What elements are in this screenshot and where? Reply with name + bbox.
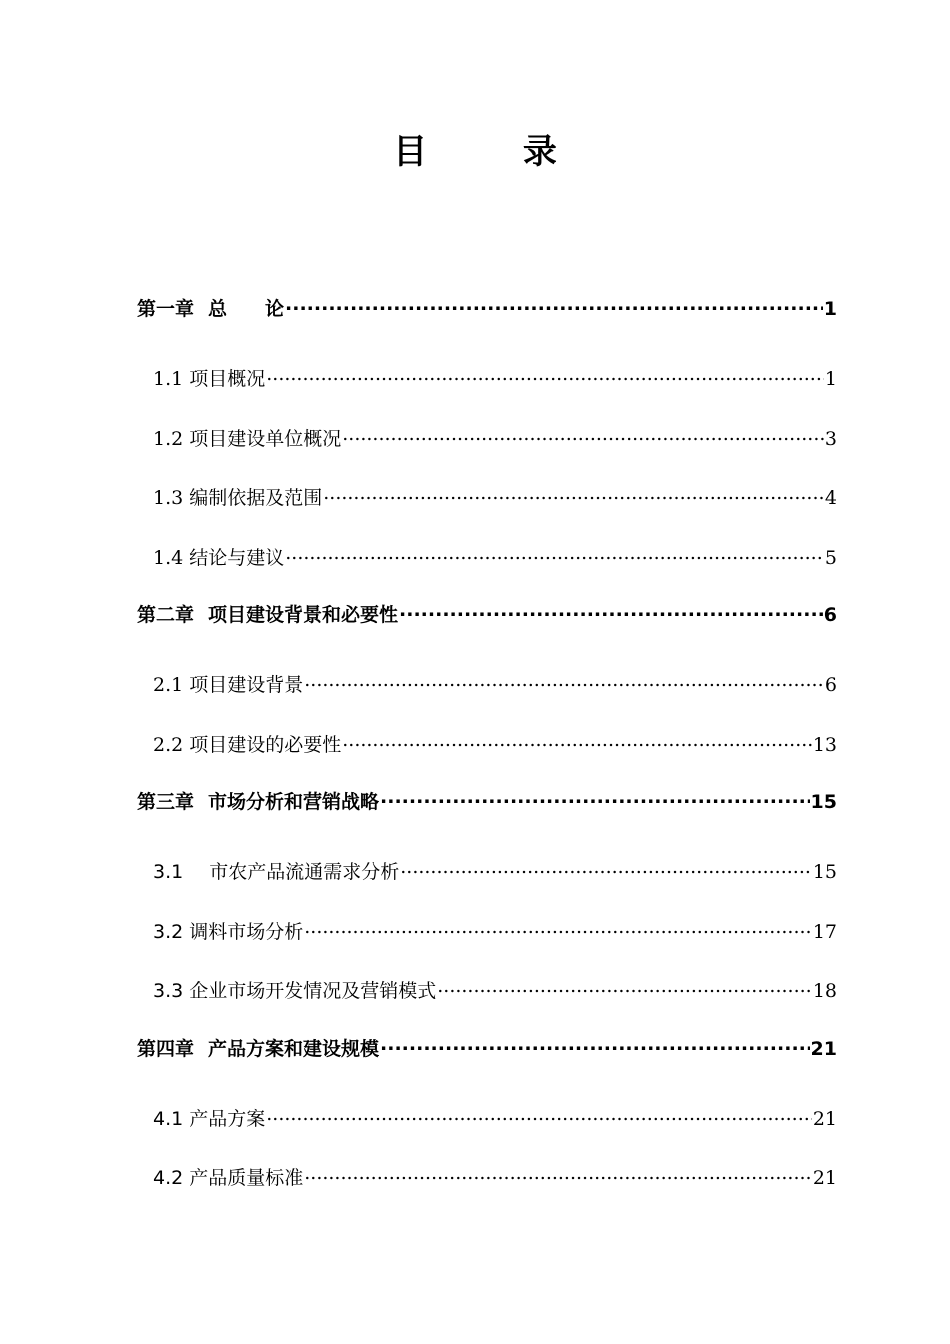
toc-dot-leader: [342, 426, 824, 445]
toc-section-1-4[interactable]: [137, 527, 837, 587]
toc-section-3-1[interactable]: [137, 841, 837, 901]
toc-entry-number: 2.2: [153, 733, 184, 756]
toc-dot-leader: [380, 789, 810, 808]
toc-page-number: 5: [824, 546, 837, 569]
toc-section-1-1[interactable]: [137, 348, 837, 408]
toc-page-number: 15: [810, 791, 837, 813]
toc-page-number: 21: [812, 1167, 837, 1189]
toc-entry-number: 3.3: [153, 980, 184, 1002]
toc-dot-leader: [304, 919, 812, 938]
toc-entry-number: 1.4: [153, 546, 184, 569]
toc-page-number: 15: [812, 861, 837, 883]
toc-entry-title: 产品质量标准: [189, 1167, 304, 1189]
toc-entry-title: 项目概况: [189, 368, 266, 390]
toc-chapter-1[interactable]: [137, 280, 837, 348]
toc-entry-title: 企业市场开发情况及营销模式: [189, 980, 437, 1002]
toc-chapter-2[interactable]: [137, 586, 837, 654]
toc-dot-leader: [285, 545, 824, 564]
toc-dot-leader: [285, 296, 823, 315]
toc-entry-title: 市农产品流通需求分析: [209, 861, 400, 883]
toc-page-number: 6: [824, 674, 837, 696]
toc-dot-leader: [304, 672, 824, 691]
toc-entry-title: 总 论: [208, 298, 285, 320]
toc-section-2-2[interactable]: [137, 714, 837, 774]
toc-page-number: 13: [812, 733, 837, 756]
toc-section-3-2[interactable]: [137, 901, 837, 961]
toc-page-number: 21: [810, 1037, 837, 1060]
page-title: 目 录: [393, 132, 599, 172]
toc-entry-title: 结论与建议: [189, 546, 285, 569]
toc-entry-title: 调料市场分析: [189, 920, 304, 943]
toc-dot-leader: [342, 732, 812, 751]
toc-entry-number: 4.2: [153, 1167, 184, 1189]
toc-entry-title: 项目建设背景: [189, 674, 304, 696]
toc-entry-number: 4.1: [153, 1107, 184, 1130]
toc-page-number: 17: [812, 920, 837, 943]
toc-section-4-2[interactable]: [137, 1147, 837, 1207]
toc-entry-number: 第三章: [137, 791, 195, 813]
toc-entry-number: 1.1: [153, 368, 184, 390]
toc-page-number: 6: [823, 604, 837, 626]
toc-dot-leader: [323, 485, 824, 504]
toc-entry-number: 1.3: [153, 487, 184, 509]
toc-dot-leader: [400, 859, 812, 878]
toc-entry-number: 3.2: [153, 920, 184, 943]
toc-section-1-3[interactable]: [137, 467, 837, 527]
toc-dot-leader: [399, 602, 823, 621]
toc-dot-leader: [437, 978, 812, 997]
toc-entry-title: 项目建设背景和必要性: [208, 604, 399, 626]
toc-section-1-2[interactable]: [137, 408, 837, 468]
toc-entry-number: 3.1: [153, 861, 184, 883]
toc-section-3-3[interactable]: [137, 960, 837, 1020]
toc-dot-leader: [266, 366, 824, 385]
toc-page-number: 18: [812, 980, 837, 1002]
toc-page-number: 3: [824, 427, 837, 450]
toc-chapter-4[interactable]: [137, 1020, 837, 1088]
toc-dot-leader: [380, 1036, 810, 1055]
toc-entry-title: 项目建设单位概况: [189, 427, 342, 450]
table-of-contents: [137, 280, 837, 1207]
toc-entry-number: 第二章: [137, 604, 195, 626]
toc-entry-title: 产品方案: [189, 1107, 266, 1130]
toc-entry-title: 产品方案和建设规模: [208, 1037, 380, 1060]
toc-entry-title: 项目建设的必要性: [189, 733, 342, 756]
toc-entry-title: 市场分析和营销战略: [208, 791, 380, 813]
toc-chapter-3[interactable]: [137, 773, 837, 841]
toc-entry-number: 2.1: [153, 674, 184, 696]
toc-section-2-1[interactable]: [137, 654, 837, 714]
toc-page-number: 4: [824, 487, 837, 509]
toc-page-number: 1: [823, 298, 837, 320]
toc-dot-leader: [266, 1106, 812, 1125]
toc-page-number: 21: [812, 1107, 837, 1130]
toc-dot-leader: [304, 1165, 812, 1184]
toc-entry-number: 第四章: [137, 1037, 195, 1060]
toc-page-number: 1: [824, 368, 837, 390]
toc-entry-number: 第一章: [137, 298, 195, 320]
toc-entry-title: 编制依据及范围: [189, 487, 323, 509]
toc-entry-number: 1.2: [153, 427, 184, 450]
toc-section-4-1[interactable]: [137, 1088, 837, 1148]
